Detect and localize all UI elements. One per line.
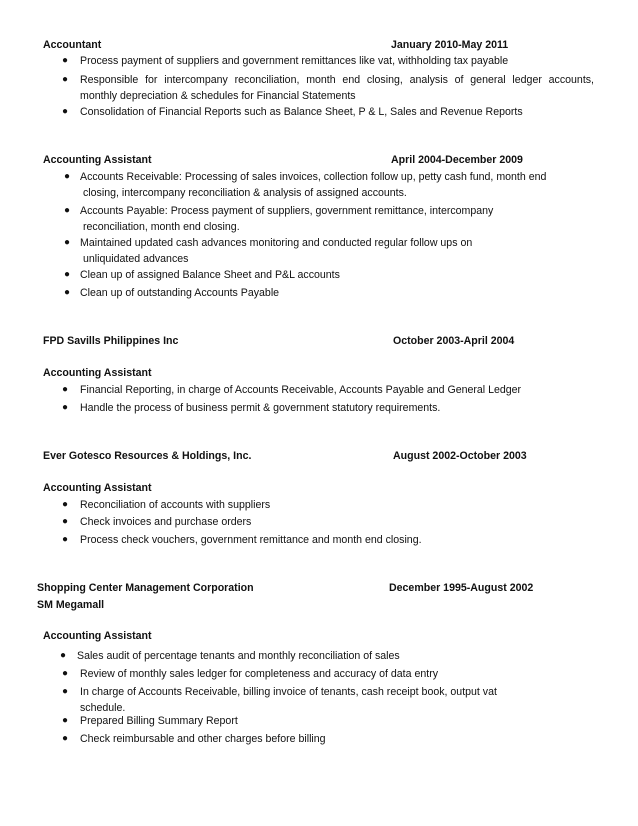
bullet-icon: ●	[64, 205, 71, 216]
bullet-text: Prepared Billing Summary Report	[80, 715, 238, 727]
bullet-icon: ●	[64, 171, 71, 182]
company-name: Ever Gotesco Resources & Holdings, Inc.	[43, 450, 252, 462]
bullet-text-cont: monthly depreciation & schedules for Financial Statements	[80, 90, 356, 102]
bullet-text: Consolidation of Financial Reports such as Balance Sheet, P & L, Sales and Revenue Reports	[80, 106, 523, 118]
job-dates: December 1995-August 2002	[389, 582, 534, 594]
company-name: Shopping Center Management Corporation	[37, 582, 254, 594]
bullet-text-cont: reconciliation, month end closing.	[83, 221, 240, 233]
bullet-icon: ●	[62, 668, 69, 679]
job-title: Accounting Assistant	[43, 367, 152, 379]
bullet-icon: ●	[62, 55, 69, 66]
bullet-text: Accounts Payable: Process payment of suppliers, government remittance, intercompany	[80, 205, 494, 217]
bullet-icon: ●	[62, 499, 69, 510]
bullet-text: In charge of Accounts Receivable, billing invoice of tenants, cash receipt book, output vat	[80, 686, 497, 698]
bullet-text: Process payment of suppliers and government remittances like vat, withholding tax payable	[80, 55, 509, 67]
job-dates: August 2002-October 2003	[393, 450, 527, 462]
bullet-text: Check invoices and purchase orders	[80, 516, 252, 528]
bullet-icon: ●	[60, 650, 67, 661]
company-name: FPD Savills Philippines Inc	[43, 335, 179, 347]
bullet-text: Review of monthly sales ledger for completeness and accuracy of data entry	[80, 668, 439, 680]
bullet-text-cont: schedule.	[80, 702, 126, 714]
job-dates: October 2003-April 2004	[393, 335, 515, 347]
bullet-icon: ●	[62, 74, 69, 85]
job-dates: January 2010-May 2011	[391, 39, 509, 51]
bullet-text: Accounts Receivable: Processing of sales invoices, collection follow up, petty cash fund, month end	[80, 171, 547, 183]
bullet-icon: ●	[64, 269, 71, 280]
bullet-icon: ●	[62, 516, 69, 527]
job-title: Accounting Assistant	[43, 482, 152, 494]
bullet-text: Clean up of outstanding Accounts Payable	[80, 287, 280, 299]
bullet-icon: ●	[62, 384, 69, 395]
bullet-icon: ●	[62, 686, 69, 697]
bullet-text: Reconciliation of accounts with suppliers	[80, 499, 271, 511]
job-dates: April 2004-December 2009	[391, 154, 523, 166]
bullet-icon: ●	[64, 237, 71, 248]
bullet-text: Financial Reporting, in charge of Accounts Receivable, Accounts Payable and General Ledger	[80, 384, 522, 396]
job-title: Accounting Assistant	[43, 630, 152, 642]
bullet-icon: ●	[62, 534, 69, 545]
bullet-icon: ●	[62, 733, 69, 744]
bullet-icon: ●	[64, 287, 71, 298]
bullet-icon: ●	[62, 402, 69, 413]
bullet-text: Responsible for intercompany reconciliation, month end closing, analysis of general ledger accounts,	[80, 74, 594, 86]
bullet-icon: ●	[62, 106, 69, 117]
bullet-text: Sales audit of percentage tenants and monthly reconciliation of sales	[77, 650, 400, 662]
bullet-text: Process check vouchers, government remittance and month end closing.	[80, 534, 422, 546]
company-name-line2: SM Megamall	[37, 599, 105, 611]
bullet-text-cont: closing, intercompany reconciliation & analysis of assigned accounts.	[83, 187, 407, 199]
bullet-text: Handle the process of business permit & government statutory requirements.	[80, 402, 441, 414]
bullet-text-cont: unliquidated advances	[83, 253, 189, 265]
job-title: Accountant	[43, 39, 102, 51]
bullet-text: Check reimbursable and other charges before billing	[80, 733, 326, 745]
job-title: Accounting Assistant	[43, 154, 152, 166]
bullet-icon: ●	[62, 715, 69, 726]
bullet-text: Clean up of assigned Balance Sheet and P&L accounts	[80, 269, 340, 281]
bullet-text: Maintained updated cash advances monitoring and conducted regular follow ups on	[80, 237, 473, 249]
